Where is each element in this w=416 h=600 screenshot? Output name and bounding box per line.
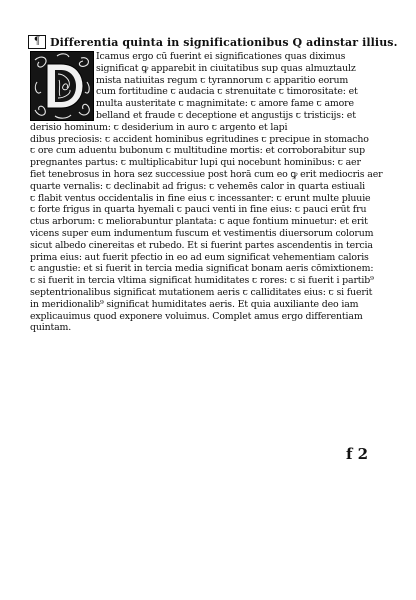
body-text-block <box>30 51 398 334</box>
text-line: ꞇ flabit ventus occidentalis in fine eius ꞇ incessanter: ꞇ erunt multe pluuie <box>30 192 371 204</box>
folio-signature: f 2 <box>346 445 369 463</box>
text-line: sicut albedo cinereitas et rubedo. Et si fuerint partes ascendentis in tercia <box>30 239 373 251</box>
section-heading <box>28 34 398 50</box>
text-line: cum fortitudine ꞇ audacia ꞇ strenuitate ꞇ timorositate: et <box>96 86 358 98</box>
text-line: derisio hominum: ꞇ desiderium in auro ꞇ argento et lapi <box>30 121 288 133</box>
text-line: prima eius: aut fuerit pfectio in eo ad eum significat vehementiam caloris <box>30 251 369 263</box>
text-line: ꞇ si fuerit in tercia vltima significat humiditates ꞇ rores: ꞇ si fuerit i partib⁹ <box>30 275 374 287</box>
text-line: quintam. <box>30 322 72 334</box>
text-line: septentrionalibus significat mutationem aeris ꞇ calliditates eius: ꞇ si fuerit <box>30 286 373 298</box>
text-line: ꞇ ore cum aduentu bubonum ꞇ multitudine mortis: et corroborabitur sup <box>30 145 365 157</box>
pilcrow-icon <box>28 35 46 49</box>
text-line: significat ꝙ apparebit in ciuitatibus sup quas almuztaulz <box>96 62 356 74</box>
text-line: fiet tenebrosus in hora sez successiue post horā cum eo ꝙ erit mediocris aer <box>30 168 383 180</box>
text-line: quarte vernalis: ꞇ declinabit ad frigus: ꞇ vehemēs calor in quarta estiuali <box>30 180 366 192</box>
text-line: ꞇ forte frigus in quarta hyemali ꞇ pauci venti in fine eius: ꞇ pauci erūt fru <box>30 204 367 216</box>
text-line: in meridionalib⁹ significat humiditates aeris. Et quia auxiliante deo iam <box>30 298 359 310</box>
text-line: multa austeritate ꞇ magnimitate: ꞇ amore fame ꞇ amore <box>96 98 354 110</box>
text-line: pregnantes partus: ꞇ multiplicabitur lupi qui nocebunt hominibus: ꞇ aer <box>30 157 361 169</box>
text-line: explicauimus quod exponere voluimus. Complet amus ergo differentiam <box>30 310 363 322</box>
text-line: mista natiuitas regum ꞇ tyrannorum ꞇ apparitio eorum <box>96 74 349 86</box>
text-line: ctus arborum: ꞇ meliorabuntur plantata: ꞇ aque fontium minuetur: et erit <box>30 216 368 228</box>
heading-text: Differentia quinta in significationibus Q adinstar illius. <box>50 35 398 49</box>
text-line: ꞇ angustie: et si fuerit in tercia media significat bonam aeris cōmixtionem: <box>30 263 374 275</box>
text-line: vicens super eum indumentum fuscum et vestimentis diuersorum colorum <box>30 227 374 239</box>
text-line: dibus preciosis: ꞇ accident hominibus egritudines ꞇ precipue in stomacho <box>30 133 369 145</box>
text-line: Icamus ergo cū fuerint ei significationes quas diximus <box>96 51 346 62</box>
text-line: belland et fraude ꞇ deceptione et angustijs ꞇ tristicijs: et <box>96 109 356 121</box>
pilcrow-glyph: ¶ <box>33 36 41 47</box>
